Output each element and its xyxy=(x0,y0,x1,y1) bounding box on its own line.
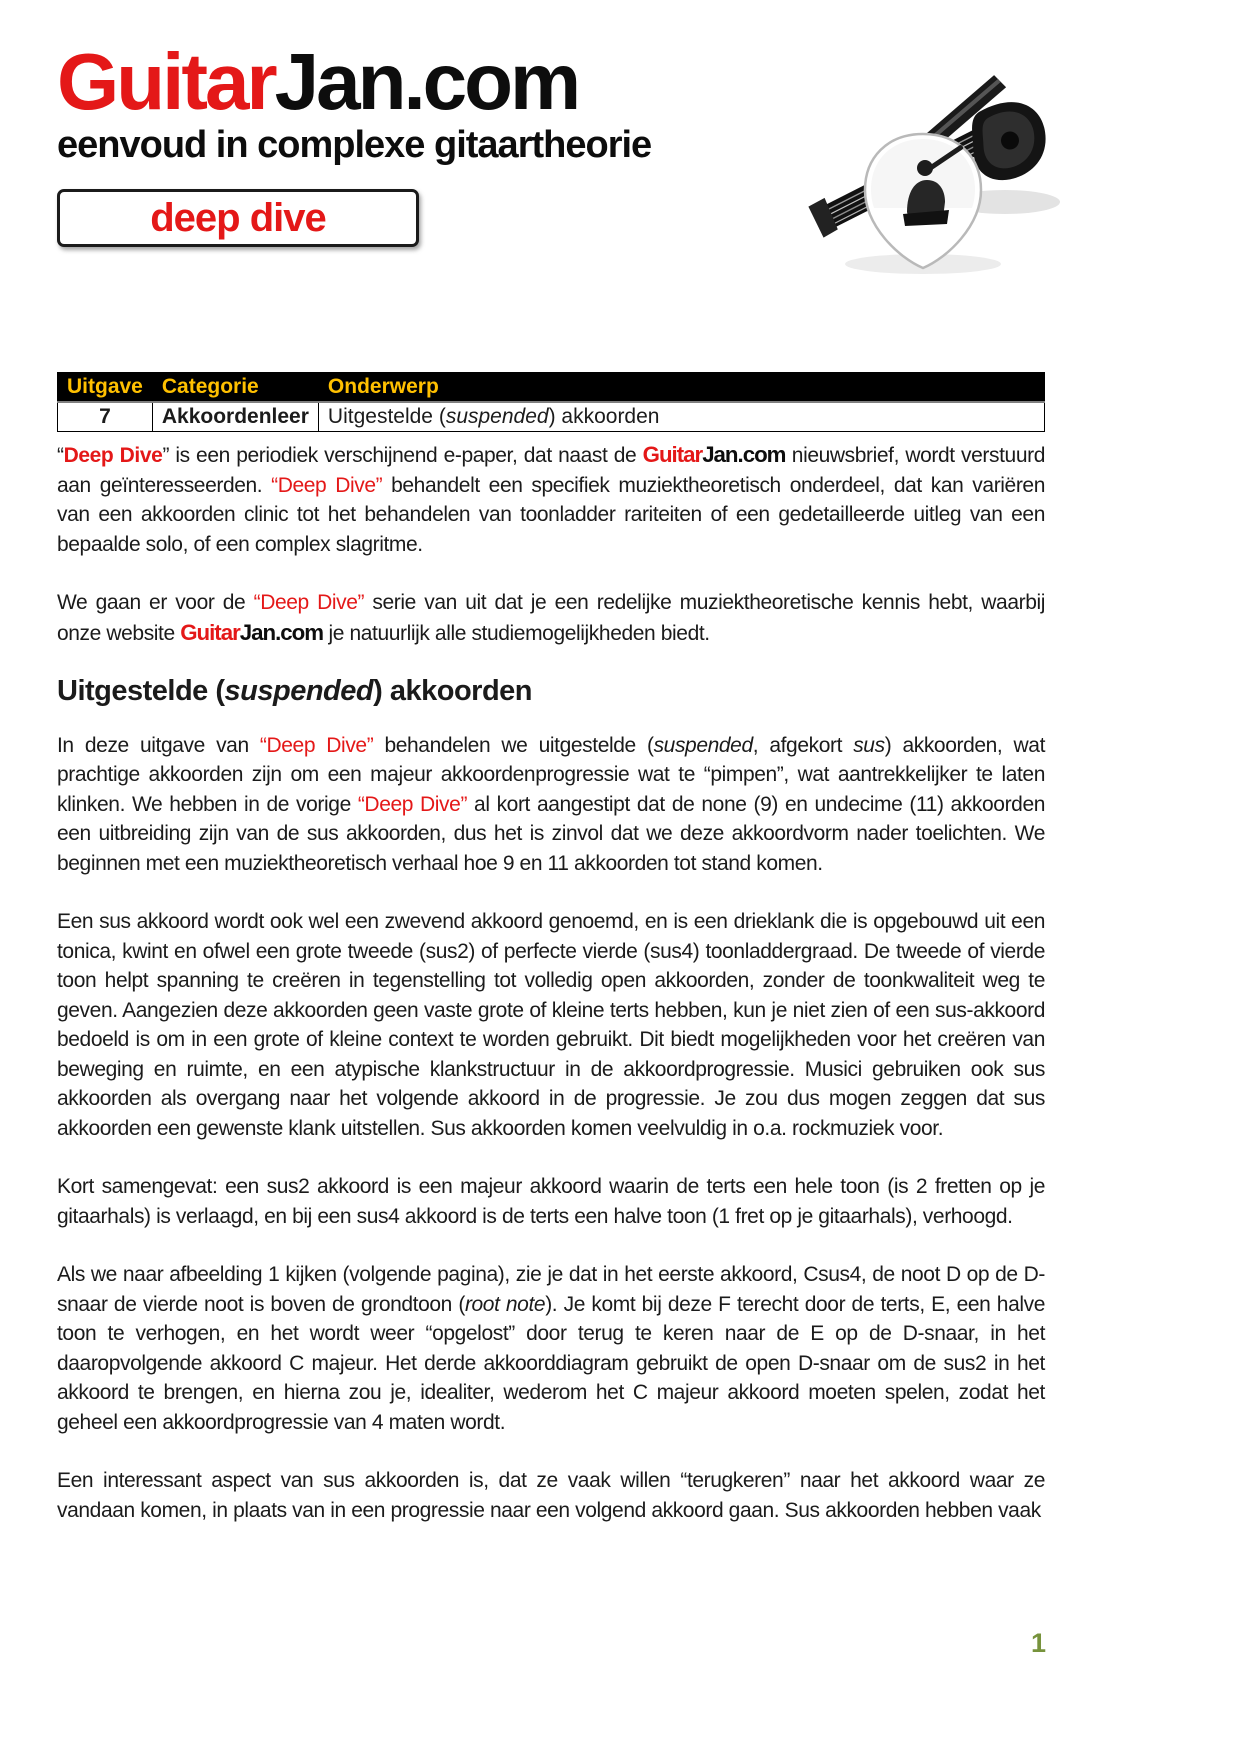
deep-dive-badge-label: deep dive xyxy=(150,195,326,240)
text-run: al kort aangestipt dat de none (9) en undecime (11) akkoorden een uitbreiding zijn van de sus akkoorden, dus het is zinvol dat we deze akkoordvorm nader toelichten. We beginnen met een muziektheoretisch verhaal hoe 9 en 11 akkoorden tot stand komen. xyxy=(57,792,1046,875)
page-number: 1 xyxy=(1030,1628,1046,1658)
cell-uitgave: 7 xyxy=(58,402,153,432)
text-run: , afgekort xyxy=(752,733,854,757)
column-header-categorie: Categorie xyxy=(152,373,318,403)
text-run: Uitgestelde ( xyxy=(57,675,225,707)
column-header-uitgave: Uitgave xyxy=(58,373,153,403)
text-run: Kort samengevat: een sus2 akkoord is een majeur akkoord waarin de terts een hele toon (is 2 fretten op je gitaarhals) is verlaagd, en bij een sus4 akkoord is de terts een halve toon (1 fret op je gitaarhals), verhoogd. xyxy=(57,1175,1045,1228)
text-run: We gaan er voor de xyxy=(57,591,254,614)
text-run: Guitar xyxy=(642,442,703,467)
paragraph-interessant-aspect xyxy=(57,1466,1045,1525)
issue-table-row xyxy=(58,402,1045,432)
text-run: ) akkoorden, wat prachtige akkoorden zijn om een majeur akkoordenprogressie wat te “pimpen”, wat aantrekkelijker te laten klinken. We hebben in de vorige xyxy=(57,733,1046,816)
paragraph-topic xyxy=(57,731,1045,879)
text-run: Een interessant aspect van sus akkoorden is, dat ze vaak willen “terugkeren” naar het akkoord waar ze vandaan komen, in plaats van in een progressie naar een volgend akkoord gaan. Sus akkoorden hebben vaak xyxy=(57,1469,1045,1522)
text-run: Jan.com xyxy=(239,619,324,645)
text-run: je natuurlijk alle studiemogelijkheden biedt. xyxy=(323,621,710,645)
deep-dive-badge xyxy=(57,189,419,247)
text-run: suspended xyxy=(224,675,374,707)
text-run: “Deep Dive” xyxy=(271,473,383,497)
document-body xyxy=(57,440,1045,1554)
paragraph-sus-explanation xyxy=(57,907,1045,1143)
issue-table-header-row xyxy=(58,373,1045,403)
paragraph-summary xyxy=(57,1172,1045,1231)
text-run: Deep Dive xyxy=(63,444,163,467)
masthead xyxy=(57,37,797,247)
issue-info-table xyxy=(57,372,1045,432)
text-run: Uitgestelde ( xyxy=(327,405,446,428)
paragraph-intro xyxy=(57,440,1045,559)
text-run: Een sus akkoord wordt ook wel een zwevend akkoord genoemd, en is een drieklank die is opgebouwd uit een tonica, kwint en ofwel een grote tweede (sus2) of perfecte vierde (sus4) toonladdergraad. De tweede of vierde toon helpt spanning te creëren in tegenstelling tot volledig open akkoorden, zonder de toonkwaliteit weg te geven. Aangezien deze akkoorden geen vaste grote of kleine terts hebben, kun je niet zien of een sus-akkoord bedoeld is om in een grote of kleine context te worden gebruikt. Dit biedt mogelijkheden voor het creëren van beweging en ruimte, en een atypische klankstructuur in de akkoordprogressie. Musici gebruiken ook sus akkoorden als overgang naar het volgende akkoord in de progressie. Je zou dus mogen zeggen dat sus akkoorden een gewenste klank uitstellen. Sus akkoorden komen veelvuldig in o.a. rockmuziek voor. xyxy=(57,910,1045,1140)
text-run: ) akkoorden xyxy=(373,675,532,707)
cell-categorie: Akkoordenleer xyxy=(152,402,318,432)
text-run: behandelt een specifiek muziektheoretisch onderdeel, dat kan variëren van een akkoorden clinic tot het behandelen van toonladder rariteiten of een gedetailleerde uitleg van een bepaalde solo, of een complex slagritme. xyxy=(57,473,1045,556)
text-run: ” is een periodiek verschijnend e-paper, dat naast de xyxy=(162,444,643,467)
text-run: “Deep Dive” xyxy=(357,792,468,816)
logo-part-guitar: Guitar xyxy=(57,37,275,126)
text-run: “ xyxy=(57,444,64,467)
text-run: suspended xyxy=(445,405,549,428)
text-run: Jan.com xyxy=(702,442,786,467)
section-heading xyxy=(57,677,1045,707)
text-run: “Deep Dive” xyxy=(259,733,374,757)
text-run: Guitar xyxy=(180,619,240,645)
guitar-plectrum-artwork xyxy=(795,42,1063,280)
text-run: “Deep Dive” xyxy=(253,591,365,614)
text-run: Als we naar afbeelding 1 kijken (volgende pagina), zie je dat in het eerste akkoord, Csus4, de noot D op de D-snaar de vierde noot is boven de grondtoon ( xyxy=(57,1263,1045,1316)
site-logo xyxy=(57,37,797,126)
text-run: ) akkoorden xyxy=(548,405,660,428)
text-run: suspended xyxy=(653,733,753,757)
text-run: nieuwsbrief, wordt verstuurd aan geïnteresseerden. xyxy=(57,444,1045,497)
column-header-onderwerp: Onderwerp xyxy=(318,373,1044,403)
paragraph-afbeelding1 xyxy=(57,1260,1045,1437)
text-run: behandelen we uitgestelde ( xyxy=(373,733,654,757)
text-run: In deze uitgave van xyxy=(57,733,260,757)
logo-part-jancom: Jan.com xyxy=(274,37,579,126)
text-run: serie van uit dat je een redelijke muziektheoretische kennis hebt, waarbij onze website xyxy=(57,591,1046,645)
text-run: root note xyxy=(464,1292,546,1316)
paragraph-assumption xyxy=(57,588,1045,648)
text-run: sus xyxy=(853,733,885,757)
text-run: ). Je komt bij deze F terecht door de terts, E, een halve toon te verhogen, en het wordt weer “opgelost” door terug te keren naar de E op de D-snaar, in het daaropvolgende akkoord C majeur. Het derde akkoorddiagram gebruikt de open D-snaar om de sus2 in het akkoord te brengen, en hierna zou je, idealiter, wederom het C majeur akkoord moeten spelen, zodat het geheel een akkoordprogressie van 4 maten wordt. xyxy=(57,1292,1046,1434)
cell-onderwerp xyxy=(318,402,1044,432)
tagline: eenvoud in complexe gitaartheorie xyxy=(57,124,652,166)
guitar-art-icon xyxy=(795,42,1063,280)
